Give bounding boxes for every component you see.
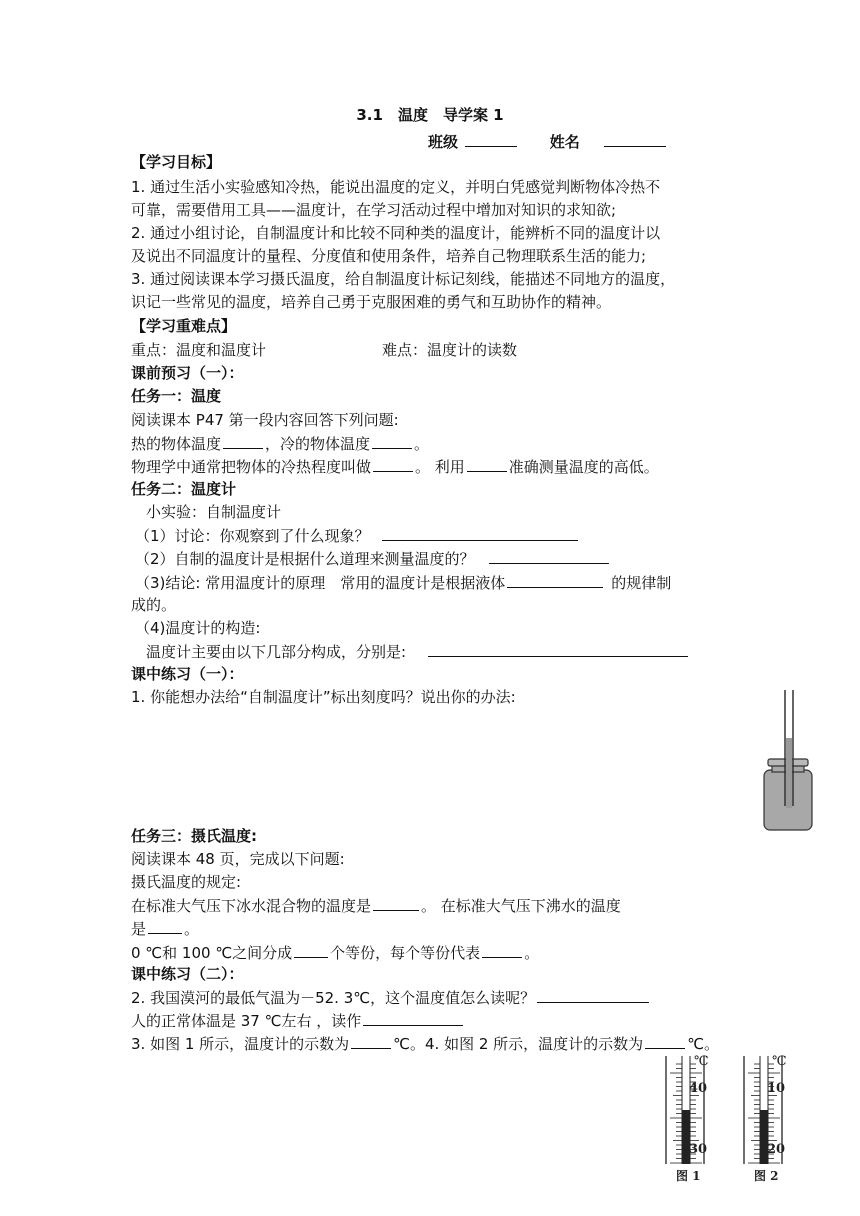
parts-blank[interactable] (294, 942, 328, 958)
task1-read: 阅读课本 P47 第一段内容回答下列问题: (131, 411, 399, 429)
question-4: （4)温度计的构造: (135, 619, 261, 637)
thermometer-figure-1 (666, 1054, 709, 1183)
unit-blank[interactable] (482, 942, 522, 958)
goal-line-4: 及说出不同温度计的量程、分度值和使用条件，培养自己物理联系生活的能力; (131, 247, 647, 265)
practice1-q1: 1. 你能想办法给“自制温度计”标出刻度吗？说出你的办法: (131, 688, 516, 706)
tool-blank[interactable] (467, 456, 507, 472)
focus-heading: 【学习重难点】 (131, 317, 237, 335)
hot-blank[interactable] (223, 433, 263, 449)
goals-heading: 【学习目标】 (131, 153, 222, 171)
liquid-column (786, 738, 792, 808)
practice2-heading: 课中练习（二）： (131, 965, 244, 983)
ice-line: 在标准大气压下冰水混合物的温度是 。 在标准大气压下沸水的温度 (131, 897, 621, 915)
practice2-q2b: 人的正常体温是 37 ℃左右 ，读作 (131, 1010, 465, 1031)
task3-heading: 任务三：摄氏温度: (131, 827, 257, 845)
page-title: 3.1 温度 导学案 1 (356, 106, 504, 124)
mohe-blank[interactable] (537, 987, 649, 1003)
figure-caption: 图 1 (676, 1169, 701, 1183)
class-blank[interactable] (465, 131, 517, 147)
hot-cold-line: 热的物体温度 ，冷的物体温度 。 (131, 435, 430, 453)
goal-line-2: 可靠，需要借用工具——温度计，在学习活动过程中增加对知识的求知欲; (131, 201, 617, 219)
question-1: （1）讨论：你观察到了什么现象？ (135, 525, 580, 546)
homemade-thermometer-figure (758, 688, 820, 834)
thermometer-figure-2 (744, 1054, 787, 1183)
boil-blank[interactable] (148, 918, 182, 934)
goal-line-1: 1. 通过生活小实验感知冷热，能说出温度的定义，并明白凭感觉判断物体冷热不 (131, 178, 661, 196)
question-2: （2）自制的温度计是根据什么道理来测量温度的？ (135, 548, 611, 569)
name-blank[interactable] (604, 131, 666, 147)
figure-caption: 图 2 (754, 1169, 779, 1183)
q2-blank[interactable] (489, 548, 609, 564)
difficult-point: 难点：温度计的读数 (382, 341, 518, 359)
task3-read: 阅读课本 48 页，完成以下问题: (131, 850, 345, 868)
goal-line-3: 2. 通过小组讨论，自制温度计和比较不同种类的温度计，能辨析不同的温度计以 (131, 224, 661, 242)
thermometer-figures (650, 1052, 810, 1186)
key-point: 重点：温度和温度计 (131, 341, 267, 359)
name-label: 姓名 (549, 133, 580, 151)
class-label: 班级 (428, 133, 459, 151)
fig2-blank[interactable] (645, 1033, 685, 1049)
q4-blank[interactable] (428, 641, 688, 657)
question-3: （3)结论: 常用温度计的原理 常用的温度计是根据液体 的规律制 (135, 574, 672, 592)
preview-heading: 课前预习（一）： (131, 364, 244, 382)
degree-blank[interactable] (373, 456, 413, 472)
body-temp-blank[interactable] (363, 1010, 463, 1026)
boil-line: 是 。 (131, 920, 200, 938)
q1-blank[interactable] (382, 525, 578, 541)
task2-heading: 任务二：温度计 (131, 480, 237, 498)
q3-blank[interactable] (507, 572, 603, 588)
scale-bottom-label: 30 (689, 1142, 708, 1157)
unit-label: ℃ (772, 1054, 787, 1069)
question-4b: 温度计主要由以下几部分构成，分别是: (146, 641, 690, 662)
practice2-q2a: 2. 我国漠河的最低气温为－52. 3℃，这个温度值怎么读呢？ (131, 987, 651, 1008)
cold-blank[interactable] (372, 433, 412, 449)
scale-bottom-label: 20 (767, 1142, 786, 1157)
physics-line: 物理学中通常把物体的冷热程度叫做 。 利用 准确测量温度的高低。 (131, 458, 659, 476)
scale-top-label: 40 (689, 1081, 708, 1096)
question-3-cont: 成的。 (131, 596, 177, 614)
celsius-rule: 摄氏温度的规定: (131, 873, 242, 891)
practice1-heading: 课中练习（一）： (131, 665, 244, 683)
unit-label: ℃ (694, 1054, 709, 1069)
experiment-label: 小实验：自制温度计 (146, 503, 282, 521)
division-line: 0 ℃和 100 ℃之间分成 个等份，每个等份代表 。 (131, 944, 540, 962)
ice-blank[interactable] (373, 895, 419, 911)
goal-line-5: 3. 通过阅读课本学习摄氏温度，给自制温度计标记刻线，能描述不同地方的温度， (131, 270, 676, 288)
scale-top-label: 10 (767, 1081, 786, 1096)
fig1-blank[interactable] (351, 1033, 391, 1049)
goal-line-6: 识记一些常见的温度，培养自己勇于克服困难的勇气和互助协作的精神。 (131, 293, 612, 311)
task1-heading: 任务一：温度 (131, 387, 222, 405)
student-info (428, 131, 668, 152)
practice2-q3: 3. 如图 1 所示，温度计的示数为 ℃。4. 如图 2 所示，温度计的示数为 ℃。 (131, 1035, 720, 1053)
